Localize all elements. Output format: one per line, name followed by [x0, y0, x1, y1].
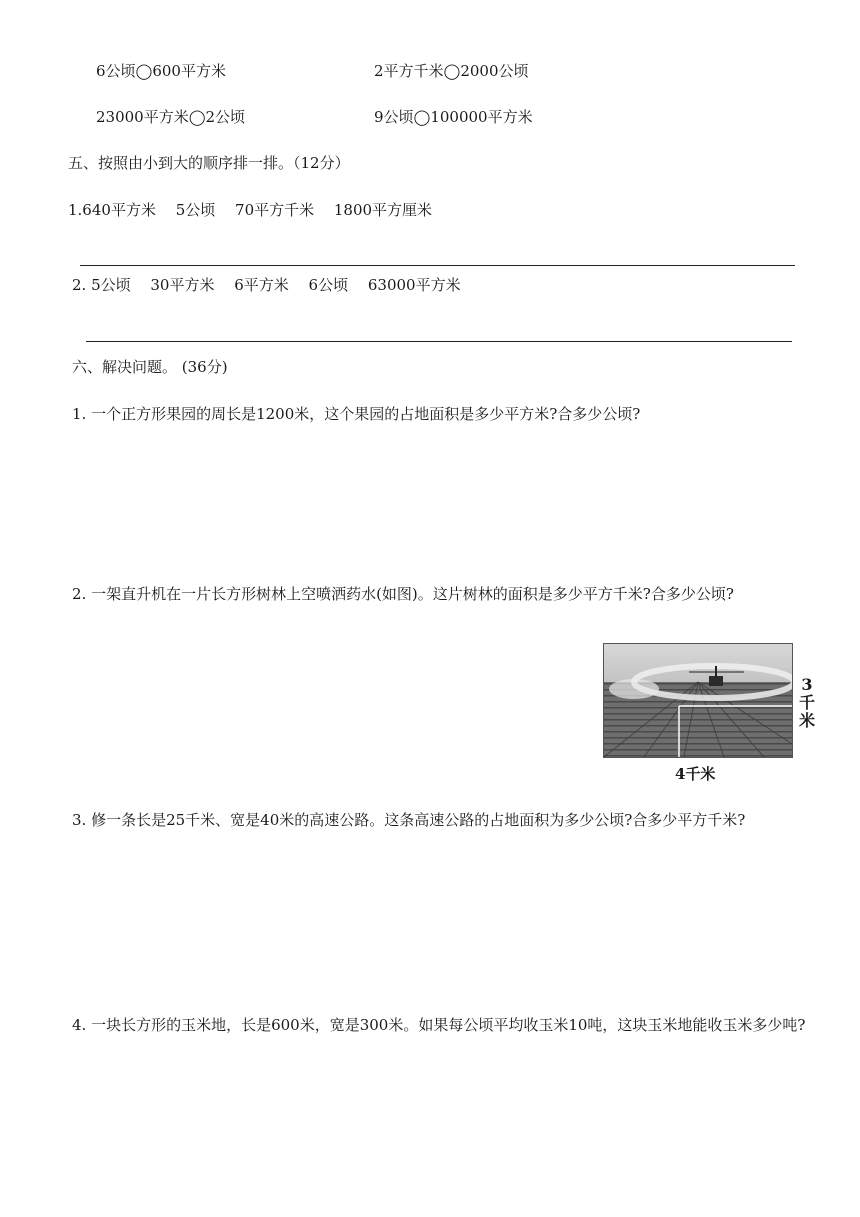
compare-row1-right: 2平方千米◯2000公顷 — [374, 62, 529, 80]
section5-q1: 1.640平方米 5公顷 70平方千米 1800平方厘米 — [68, 201, 433, 219]
answer-line-2 — [86, 341, 792, 342]
section6-q2: 2. 一架直升机在一片长方形树林上空喷洒药水(如图)。这片树林的面积是多少平方千米?合多少公顷? — [72, 585, 734, 603]
compare-row1-left: 6公顷◯600平方米 — [96, 62, 226, 80]
answer-line-1 — [80, 265, 795, 266]
width-label: 4千米 — [675, 765, 716, 783]
section5-title: 五、按照由小到大的顺序排一排。（12分） — [68, 154, 350, 172]
height-label: 3千米 — [798, 675, 815, 730]
compare-row2-left: 23000平方米◯2公顷 — [96, 108, 246, 126]
section5-q2: 2. 5公顷 30平方米 6平方米 6公顷 63000平方米 — [72, 276, 461, 294]
compare-row2-right: 9公顷◯100000平方米 — [374, 108, 533, 126]
section6-title: 六、解决问题。 (36分) — [72, 358, 228, 376]
section6-q3: 3. 修一条长是25千米、宽是40米的高速公路。这条高速公路的占地面积为多少公顷?合多少平方千米? — [72, 811, 746, 829]
section6-q1: 1. 一个正方形果园的周长是1200米，这个果园的占地面积是多少平方米?合多少公顷? — [72, 405, 641, 423]
section6-q4: 4. 一块长方形的玉米地，长是600米，宽是300米。如果每公顷平均收玉米10吨，这块玉米地能收玉米多少吨? — [72, 1016, 806, 1034]
helicopter-field-image — [603, 643, 793, 758]
